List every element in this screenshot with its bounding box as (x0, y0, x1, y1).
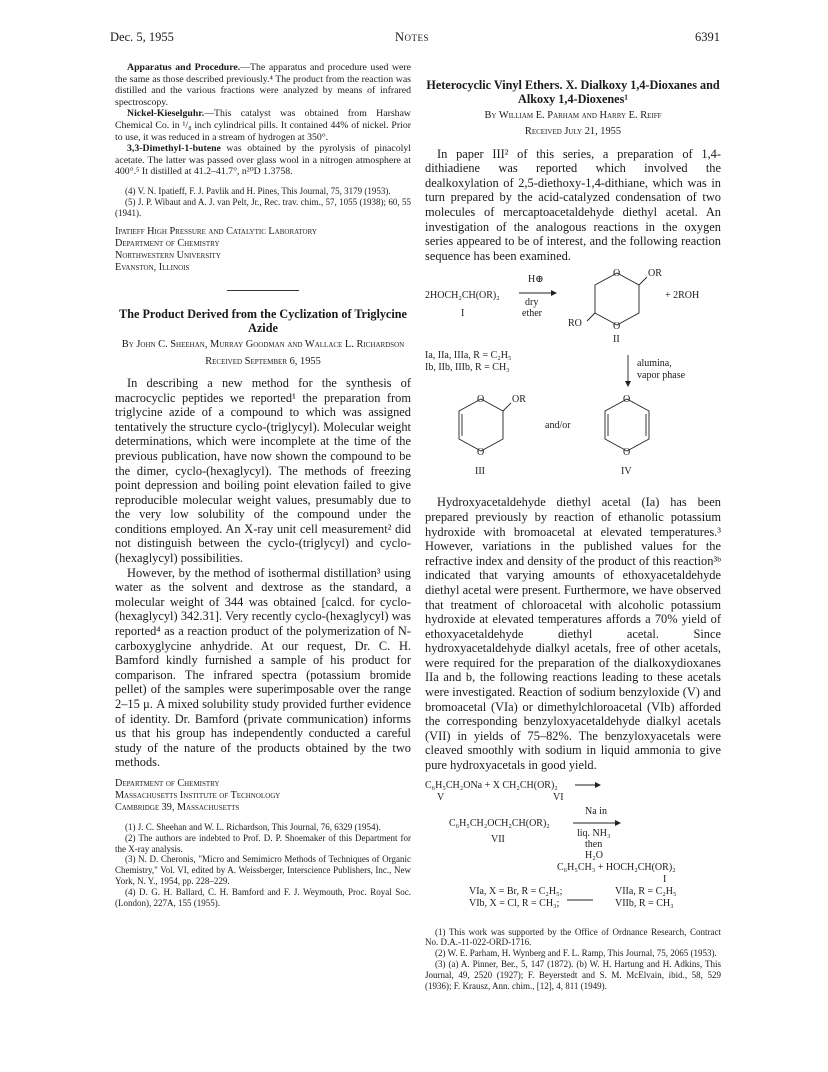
dioxadiene-ring-IV (605, 399, 649, 451)
footnote-2-right: (2) W. E. Parham, H. Wynberg and F. L. Ramp, This Journal, 75, 2065 (1953). (435, 948, 717, 959)
arrow-4-head (615, 820, 621, 826)
ring-oxygen: O (477, 394, 485, 406)
footnotes-right (425, 927, 721, 992)
label-VI: VI (553, 791, 564, 803)
butene-paragraph (115, 143, 411, 178)
address-line: Northwestern University (115, 250, 221, 262)
condition-ether: ether (522, 308, 542, 320)
footnotes-2 (115, 822, 411, 908)
scheme2-line-3: C₆H₅CH₃ + HOCH₂CH(OR)₂ (557, 861, 676, 873)
and-or-text: and/or (545, 420, 571, 432)
ring-oxygen: O (613, 321, 621, 333)
body-paragraph-1: In describing a new method for the synthesis of macrocyclic peptides we reported¹ the preparation from triglycine azide of a compound to which was assigned tentatively the structure cyclo-(triglycyl). Molecular weight determinations, which were incomplete at the time of the previous publication, have now shown the compound to be the dimer, cyclo-(hexaglycyl). The methods of freezing point depression and boiling point elevation failed to give reproducible molecular weight values, presumably due to the very low solubility of the compound under the conditions employed. An X-ray unit cell measurement² did not distinguish between the cyclo-(triglycyl) and cyclo-(hexaglycyl) possibilities. (115, 375, 411, 566)
arrow-2-head (625, 381, 631, 387)
footnote-5: (5) J. P. Wibaut and A. J. van Pelt, Jr., Rec. trav. chim., 57, 1055 (1938); 60, 55 (1941). (115, 196, 411, 218)
left-column (115, 62, 411, 908)
condition-liq-nh3: liq. NH₃ (577, 827, 611, 839)
substituent-OR: OR (648, 268, 662, 280)
substituent-RO: RO (568, 318, 582, 330)
ring-oxygen: O (623, 394, 631, 406)
bond-RO-II (587, 313, 595, 321)
address-line: Ipatieff High Pressure and Catalytic Laboratory (115, 226, 317, 238)
dioxane-ring-II (595, 273, 639, 325)
dioxene-ring-III (459, 399, 503, 451)
arrow-1-head (551, 290, 557, 296)
legend-VIIb: VIIb, R = CH₃ (615, 897, 674, 909)
authors-left: By John C. Sheehan, Murray Goodman and Wallace L. Richardson (121, 339, 405, 351)
legend-VIIa: VIIa, R = C₂H₅ (615, 885, 677, 897)
received-date-right: Received July 21, 1955 (524, 126, 622, 138)
header-date: Dec. 5, 1955 (110, 30, 174, 44)
address-line: Evanston, Illinois (115, 262, 190, 274)
apparatus-paragraph (115, 62, 411, 108)
acetal-paragraph: Hydroxyacetaldehyde diethyl acetal (Ia) has been prepared previously by reaction of ethanolic potassium hydroxide with bromoacetal at elevated temperatures.³ However, variations in the published values for the refractive index and density of the product of this reaction³ᵇ indicated that varying amounts of ethoxyacetaldehyde diethyl acetal were present. Furthermore, we have observed that treatment of chloroacetal with alcoholic potassium hydroxide at elevated temperatures affords a 70% yield of ethoxyacetaldehyde diethyl acetal. Since hydroxyacetaldehyde dialkyl acetals, free of other acetals, were required for the preparation of the dialkoxydioxanes IIa and b, the following reactions leading to these acetals were investigated. Reaction of sodium benzyloxide (V) and bromoacetal (VIa) or dimethylchloroacetal (VIb) afforded the corresponding benzyloxyacetaldehyde dialkyl acetals (VII) in yields of 75–82%. The benzyloxyacetals were cleaved smoothly with sodium in liquid ammonia to give pure hydroxyacetals in good yield. (425, 495, 721, 773)
bond-OR-III (503, 403, 511, 411)
intro-paragraph: In paper III² of this series, a preparation of 1,4-dithiadiene was reported which involved the dealkoxylation of 2,5-diethoxy-1,4-dithiane, which was in turn prepared by the acid-catalyzed condensation of two molecules of mercaptoacetaldehyde diethyl acetal. An investigation of the analogous reactions in the oxygen series appeared to be of interest, and the following reaction sequence has been examined. (425, 146, 721, 263)
label-III: III (475, 466, 485, 478)
address-block-2 (115, 778, 411, 814)
apparatus-text: —The apparatus and procedure used were the same as those described previously.⁴ The product from the reaction was distilled and the various fractions were analyzed by means of infrared spectroscopy. (115, 62, 411, 108)
label-I: I (461, 308, 465, 320)
ring-oxygen: O (477, 447, 485, 459)
condition-h2o: H₂O (585, 849, 603, 861)
footnote-3: (3) N. D. Cheronis, "Micro and Semimicro Methods of Techniques of Organic Chemistry," Vol. VI, edited by A. Weissberger, Interscience Publishers, Inc., New York, N. Y., 1954, pp. 228–229. (115, 854, 411, 886)
right-column (425, 62, 721, 991)
footnote-3-right: (3) (a) A. Pinner, Ber., 5, 147 (1872). (b) W. H. Hartung and H. Adkins, This Journal, 49, 2520 (1927); F. Beyerstedt and S. M. McElvain, ibid., 58, 529 (1936); F. Krausz, Ann. chim., [12], 4, 811 (1949). (425, 959, 721, 991)
butene-text: was obtained by the pyrolysis of pinacolyl acetate. The latter was passed over glass wool in a nitrogen atmosphere at 400°.⁵ It distilled at 41.2–41.7°, n²⁰D 1.3758. (115, 143, 411, 178)
ring-oxygen: O (623, 447, 631, 459)
ring-oxygen: O (613, 268, 621, 280)
address-line: Massachusetts Institute of Technology (115, 789, 281, 801)
legend-VIb: VIb, X = Cl, R = CH₃; (469, 897, 560, 909)
label-I-product: I (663, 873, 667, 885)
reaction-scheme-1 (425, 268, 721, 491)
address-line: Department of Chemistry (115, 777, 220, 789)
nickel-heading: Nickel-Kieselguhr. (127, 108, 205, 120)
legend-line-1: Ia, IIa, IIIa, R = C₂H₅ (425, 350, 512, 362)
header-section: Notes (395, 30, 430, 44)
label-IV: IV (621, 466, 632, 478)
running-header (110, 30, 720, 46)
condition-dry: dry (525, 297, 539, 309)
address-block-1 (115, 226, 411, 274)
article-title-left: The Product Derived from the Cyclization of Triglycine Azide (119, 307, 407, 336)
byproduct: + 2ROH (665, 290, 700, 302)
address-line: Cambridge 39, Massachusetts (115, 801, 240, 813)
butene-heading: 3,3-Dimethyl-1-butene (127, 143, 221, 155)
footnote-2: (2) The authors are indebted to Prof. D. P. Shoemaker of this Department for the X-ray analysis. (115, 832, 411, 854)
substituent-OR-III: OR (512, 394, 526, 406)
header-page-number: 6391 (695, 30, 720, 44)
section-divider (227, 290, 299, 291)
reactant-formula: 2HOCH₂CH(OR)₂ (425, 290, 500, 302)
reaction-scheme-2 (425, 779, 721, 927)
footnote-4: (4) V. N. Ipatieff, F. J. Pavlik and H. Pines, This Journal, 75, 3179 (1953). (125, 185, 391, 196)
footnote-4: (4) D. G. H. Ballard, C. H. Bamford and F. J. Weymouth, Proc. Royal Soc. (London), 227A, 155 (1955). (115, 886, 411, 908)
condition-na-in: Na in (585, 805, 607, 817)
footnote-1: (1) J. C. Sheehan and W. L. Richardson, This Journal, 76, 6329 (1954). (125, 821, 381, 832)
footnote-1-right: (1) This work was supported by the Office of Ordnance Research, Contract No. D.A.-11-022-ORD-1716. (425, 926, 721, 948)
condition-alumina: alumina, (637, 358, 672, 370)
footnotes-1 (115, 186, 411, 218)
catalyst-label: H⊕ (528, 274, 544, 286)
body-paragraph-2: However, by the method of isothermal distillation³ using water as the solvent and dextrose as the standard, a molecular weight of 344 was obtained [calcd. for cyclo-(hexaglycyl) 342.31]. Very recently cyclo-(hexaglycyl) was reported⁴ as a reaction product of the polymerization of N-carboxyglycine anhydride. At our request, Dr. C. H. Bamford kindly furnished a sample of his product for comparison. The infrared spectra (potassium bromide pellet) of the samples were superimposable over the range 2–15 μ. A mixed solubility study provided further evidence of identity. Dr. Bamford (private communication) informs us that his group has independently conducted a careful study of the nature of the products obtained by the two methods. (115, 565, 411, 770)
label-V: V (437, 791, 445, 803)
nickel-text: —This catalyst was obtained from Harshaw Chemical Co. in ¹/₈ inch cylindrical pills. It contained 44% of nickel. Prior to use, it was reduced in a stream of hydrogen at 350°. (115, 108, 411, 143)
scheme2-line-2: C₆H₅CH₂OCH₂CH(OR)₂ (449, 817, 550, 829)
nickel-paragraph (115, 108, 411, 143)
scheme2-line-1: C₆H₅CH₂ONa + X CH₂CH(OR)₂ (425, 779, 558, 791)
authors-right: By William E. Parham and Harry E. Reiff (484, 110, 662, 121)
condition-vapor-phase: vapor phase (637, 370, 686, 382)
legend-VIa: VIa, X = Br, R = C₂H₅; (469, 885, 563, 897)
address-line: Department of Chemistry (115, 238, 220, 250)
legend-line-2: Ib, IIb, IIIb, R = CH₃ (425, 362, 510, 374)
condition-then: then (585, 838, 603, 850)
apparatus-heading: Apparatus and Procedure. (127, 62, 241, 73)
received-date-left: Received September 6, 1955 (205, 355, 321, 367)
label-II: II (613, 334, 620, 346)
article-title-right: Heterocyclic Vinyl Ethers. X. Dialkoxy 1,4-Dioxanes and Alkoxy 1,4-Dioxenes¹ (426, 78, 720, 106)
bond-OR-II (639, 277, 647, 285)
label-VII: VII (491, 833, 505, 845)
arrow-3-head (595, 782, 601, 788)
